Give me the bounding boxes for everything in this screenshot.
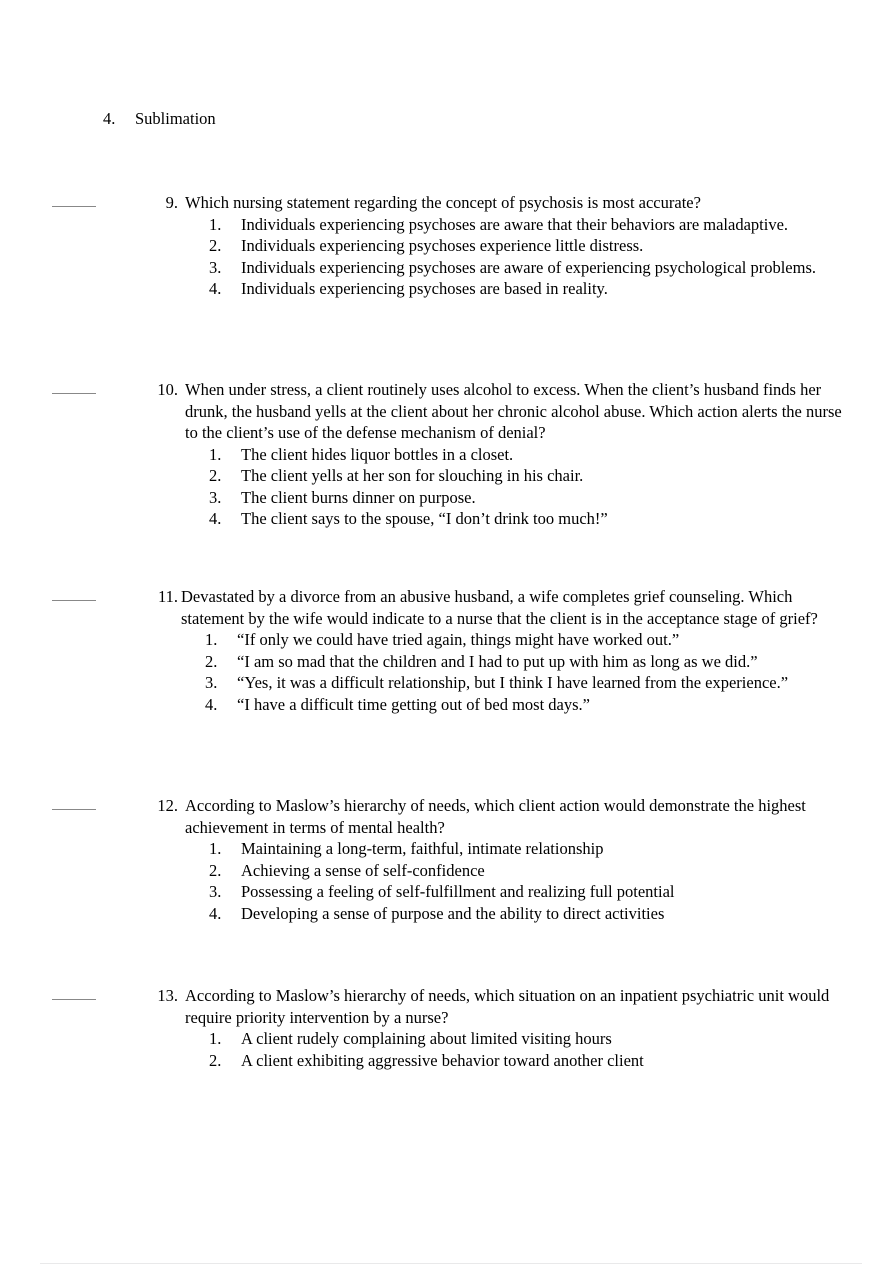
option-text: The client yells at her son for slouching in his chair.	[241, 466, 584, 485]
question-13	[40, 985, 855, 1071]
list-item[interactable]	[185, 278, 855, 300]
option-text: The client hides liquor bottles in a closet.	[241, 444, 514, 464]
option-number: 1.	[205, 630, 218, 649]
question-13-options	[185, 1028, 855, 1071]
list-item[interactable]	[181, 694, 855, 716]
list-item[interactable]	[185, 881, 855, 903]
option-number: 4.	[205, 694, 218, 714]
question-10-stem: When under stress, a client routinely uses alcohol to excess. When the client’s husband finds her drunk, the husband yells at the client about her chronic alcohol abuse. Which action alerts the nurse to the client’s use of the defense mechanism of denial?	[185, 380, 842, 442]
option-number: 1.	[209, 444, 222, 464]
option-number: 4.	[209, 903, 222, 923]
answer-blank-9[interactable]	[40, 192, 143, 211]
question-11-number: 11.	[157, 587, 178, 606]
orphan-option-number: 4.	[103, 109, 116, 128]
list-item[interactable]	[185, 1050, 855, 1072]
option-number: 3.	[209, 487, 222, 507]
question-10-body	[178, 379, 855, 530]
option-text: A client rudely complaining about limited visiting hours	[241, 1029, 612, 1048]
option-number: 3.	[209, 257, 222, 277]
orphan-option-text: Sublimation	[135, 109, 216, 128]
question-10	[40, 379, 855, 530]
list-item[interactable]	[185, 860, 855, 882]
option-text: Individuals experiencing psychoses experience little distress.	[241, 236, 644, 255]
option-text: Individuals experiencing psychoses are aware that their behaviors are maladaptive.	[241, 214, 789, 234]
option-number: 4.	[209, 509, 222, 528]
question-11	[40, 586, 855, 715]
list-item[interactable]	[185, 487, 855, 509]
blank-underline-icon	[52, 809, 96, 810]
question-13-stem: According to Maslow’s hierarchy of needs, which situation on an inpatient psychiatric unit would require priority intervention by a nurse?	[185, 986, 830, 1027]
question-13-body	[178, 985, 855, 1071]
question-9	[40, 192, 855, 300]
question-9-body	[178, 192, 855, 300]
blank-underline-icon	[52, 206, 96, 207]
option-number: 3.	[209, 882, 222, 901]
page-footer-rule	[40, 1263, 862, 1264]
orphan-option	[103, 108, 803, 130]
question-12-stem: According to Maslow’s hierarchy of needs, which client action would demonstrate the highest achievement in terms of mental health?	[185, 796, 806, 837]
option-number: 4.	[209, 279, 222, 298]
list-item	[103, 108, 803, 130]
list-item[interactable]	[181, 629, 855, 651]
blank-underline-icon	[52, 999, 96, 1000]
option-number: 3.	[205, 673, 218, 692]
answer-blank-12[interactable]	[40, 795, 143, 814]
list-item[interactable]	[185, 214, 855, 236]
list-item[interactable]	[185, 257, 855, 279]
list-item[interactable]	[185, 903, 855, 925]
question-12-body	[178, 795, 855, 924]
list-item[interactable]	[185, 444, 855, 466]
option-number: 2.	[209, 236, 222, 255]
question-12-options	[185, 838, 855, 924]
list-item[interactable]	[185, 235, 855, 257]
list-item[interactable]	[185, 1028, 855, 1050]
question-12	[40, 795, 855, 924]
list-item[interactable]	[181, 651, 855, 673]
option-number: 1.	[209, 214, 222, 234]
option-text: “If only we could have tried again, things might have worked out.”	[237, 630, 680, 649]
option-number: 1.	[209, 1029, 222, 1048]
option-text: “I am so mad that the children and I had to put up with him as long as we did.”	[237, 651, 758, 671]
option-text: The client says to the spouse, “I don’t drink too much!”	[241, 509, 608, 528]
option-number: 2.	[209, 466, 222, 485]
blank-underline-icon	[52, 600, 96, 601]
option-text: A client exhibiting aggressive behavior toward another client	[241, 1050, 644, 1070]
question-11-options	[181, 629, 855, 715]
option-text: Individuals experiencing psychoses are based in reality.	[241, 279, 608, 298]
option-number: 2.	[205, 651, 218, 671]
option-number: 2.	[209, 1050, 222, 1070]
question-11-body	[178, 586, 855, 715]
option-text: Developing a sense of purpose and the ability to direct activities	[241, 903, 665, 923]
option-text: Individuals experiencing psychoses are aware of experiencing psychological problems.	[241, 257, 817, 277]
option-text: Achieving a sense of self-confidence	[241, 860, 485, 880]
list-item[interactable]	[181, 672, 855, 694]
option-text: Maintaining a long-term, faithful, intimate relationship	[241, 839, 604, 858]
option-number: 2.	[209, 860, 222, 880]
answer-blank-11[interactable]	[40, 586, 143, 605]
question-9-stem: Which nursing statement regarding the concept of psychosis is most accurate?	[185, 193, 701, 212]
option-text: “Yes, it was a difficult relationship, but I think I have learned from the experience.”	[237, 673, 789, 692]
question-10-number: 10.	[157, 380, 178, 399]
answer-blank-13[interactable]	[40, 985, 143, 1004]
option-number: 1.	[209, 839, 222, 858]
question-12-number: 12.	[157, 796, 178, 815]
question-13-number: 13.	[157, 986, 178, 1005]
list-item[interactable]	[185, 838, 855, 860]
blank-underline-icon	[52, 393, 96, 394]
question-10-options	[185, 444, 855, 530]
option-text: The client burns dinner on purpose.	[241, 487, 476, 507]
answer-blank-10[interactable]	[40, 379, 143, 398]
question-11-stem: Devastated by a divorce from an abusive husband, a wife completes grief counseling. Which statement by the wife would indicate to a nurse that the client is in the acceptance stage of grief?	[181, 587, 818, 628]
option-text: “I have a difficult time getting out of bed most days.”	[237, 694, 590, 714]
question-9-options	[185, 214, 855, 300]
question-9-number: 9.	[165, 193, 178, 212]
list-item[interactable]	[185, 508, 855, 530]
list-item[interactable]	[185, 465, 855, 487]
option-text: Possessing a feeling of self-fulfillment and realizing full potential	[241, 882, 675, 901]
